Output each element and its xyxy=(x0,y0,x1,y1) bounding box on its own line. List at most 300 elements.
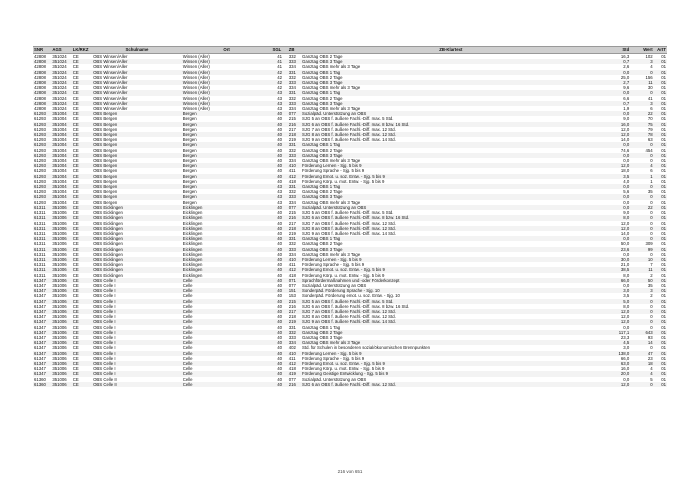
cell-ort: Bergen xyxy=(182,153,272,158)
cell-zb: 419 xyxy=(288,371,301,376)
cell-zb: 077 xyxy=(288,205,301,210)
cell-schulname: OBS Celle I xyxy=(93,314,116,320)
cell-artt: 01 xyxy=(661,168,666,174)
cell-schulname: OBS Winsen/Aller xyxy=(93,85,128,91)
cell-ort: Eicklingen xyxy=(182,257,272,262)
cell-snr: 61311 xyxy=(33,236,51,241)
col-header-zb[interactable]: ZB xyxy=(288,47,301,54)
cell-schulname: OBS Winsen/Aller xyxy=(92,90,182,95)
cell-artt: 01 xyxy=(654,184,667,189)
cell-std: 23,3 xyxy=(620,334,630,340)
cell-ags: 351004 xyxy=(51,163,71,168)
cell-schulname: OBS Celle II xyxy=(93,376,117,382)
cell-ort: Bergen xyxy=(182,116,197,122)
cell-ort: Winsen (Aller) xyxy=(182,59,272,64)
cell-zb-klartext: Ganztag OBS 2 Tage xyxy=(302,241,343,247)
cell-std: 3,5 xyxy=(601,174,631,179)
cell-sgl: 43 xyxy=(271,184,287,189)
cell-snr: 42808 xyxy=(34,95,46,101)
cell-schulname: OBS Winsen/Aller xyxy=(93,106,128,112)
cell-zb-klartext: Ganztag OBS 1 Tag xyxy=(301,184,601,189)
col-header-sgl[interactable]: SGL xyxy=(271,47,287,54)
cell-schulname: OBS Bergen xyxy=(92,142,182,147)
cell-schulname: OBS Bergen xyxy=(93,158,118,164)
col-header-std[interactable]: Std xyxy=(601,47,631,54)
cell-ags: 351024 xyxy=(51,70,71,75)
cell-snr: 61347 xyxy=(34,303,46,309)
cell-sgl: 43 xyxy=(271,194,287,199)
cell-zb-klartext: Sozialpäd. Unterstützung an OBS xyxy=(302,282,367,288)
cell-sgl: 43 xyxy=(271,90,287,95)
col-header-ags[interactable]: AGS xyxy=(51,47,71,54)
cell-sgl: 41 xyxy=(277,54,282,59)
cell-snr: 61293 xyxy=(34,168,46,174)
cell-std: 21,0 xyxy=(620,262,630,268)
cell-zb-klartext: Ganztag OBS 3 Tage xyxy=(301,194,601,199)
cell-zb: 418 xyxy=(288,366,296,372)
cell-ags: 351024 xyxy=(52,74,67,80)
cell-ags: 351006 xyxy=(52,293,67,299)
cell-std: 9,0 xyxy=(623,116,630,122)
cell-wert: 0 xyxy=(650,199,653,205)
cell-sgl: 40 xyxy=(277,251,282,257)
cell-artt: 01 xyxy=(654,70,667,75)
cell-zb: 217 xyxy=(288,126,296,132)
cell-wert: 0 xyxy=(630,382,653,387)
cell-artt: 01 xyxy=(654,226,667,231)
cell-zb-klartext: SJG 8 an OBS f. äußere Fachl.-Diff. max. 12 Std. xyxy=(301,132,601,137)
cell-zb-klartext: SJG 8 an OBS f. äußere Fachl.-Diff. max. 12 Std. xyxy=(302,314,396,320)
cell-wert: 0 xyxy=(650,230,653,236)
cell-sgl: 40 xyxy=(271,299,287,304)
cell-lk-rkz: CE xyxy=(72,54,79,59)
cell-zb-klartext: Ganztag OBS mehr als 3 Tage xyxy=(302,251,361,257)
cell-lk-rkz: CE xyxy=(72,220,79,226)
cell-ags: 351006 xyxy=(51,351,71,356)
cell-snr: 61311 xyxy=(34,262,46,268)
cell-std: 0,7 xyxy=(601,101,631,106)
cell-zb: 410 xyxy=(288,163,301,168)
cell-ort: Bergen xyxy=(182,126,197,132)
cell-ort: Winsen (Aller) xyxy=(182,74,210,80)
cell-std: 12,0 xyxy=(601,163,631,168)
cell-wert: 14 xyxy=(630,340,653,345)
cell-ort: Celle xyxy=(182,278,272,283)
cell-wert: 0 xyxy=(650,345,653,351)
cell-ort: Bergen xyxy=(182,174,272,179)
col-header-zb-klartext[interactable]: ZB-Klartext xyxy=(301,47,601,54)
table-body xyxy=(33,54,667,388)
cell-sgl: 41 xyxy=(271,59,287,64)
cell-std: 0,0 xyxy=(601,205,631,210)
cell-schulname: OBS Winsen/Aller xyxy=(93,95,128,101)
cell-lk-rkz: CE xyxy=(72,340,92,345)
cell-wert: 10 xyxy=(630,257,653,262)
cell-ort: Celle xyxy=(182,330,272,335)
cell-artt: 01 xyxy=(654,309,667,314)
cell-wert: 0 xyxy=(630,309,653,314)
cell-schulname: OBS Celle I xyxy=(93,355,116,361)
cell-lk-rkz: CE xyxy=(72,59,92,64)
cell-zb-klartext: SJG 9 an OBS f. äußere Fachl.-Diff. max. 14 Std. xyxy=(301,319,601,324)
cell-zb: 334 xyxy=(288,251,296,257)
cell-ort: Celle xyxy=(182,376,193,382)
cell-snr: 61311 xyxy=(34,272,46,278)
cell-sgl: 40 xyxy=(277,230,282,236)
cell-ort: Winsen (Aller) xyxy=(182,80,272,85)
cell-wert: 22 xyxy=(630,205,653,210)
cell-ags: 351006 xyxy=(51,371,71,376)
cell-zb-klartext: SJG 6 an OBS f. äußere Fachl.-Diff. max. 8 bzw. 16 Std. xyxy=(301,215,601,220)
cell-std: 0,0 xyxy=(623,251,630,257)
cell-zb: 331 xyxy=(288,324,296,330)
cell-zb-klartext: Ganztag OBS mehr als 3 Tage xyxy=(302,85,361,91)
cell-lk-rkz: CE xyxy=(72,85,79,91)
cell-zb: 418 xyxy=(288,272,296,278)
cell-zb-klartext: Förderung Lernen - Sjg. 5 bis 9 xyxy=(301,257,601,262)
cell-zb: 411 xyxy=(288,168,296,174)
cell-wert: 102 xyxy=(645,54,653,59)
cell-ags: 351004 xyxy=(51,132,71,137)
cell-ort: Celle xyxy=(182,319,272,324)
cell-ags: 351006 xyxy=(52,366,67,372)
cell-wert: 4 xyxy=(630,163,653,168)
cell-sgl: 40 xyxy=(271,111,287,116)
cell-wert: 3 xyxy=(630,59,653,64)
cell-snr: 61293 xyxy=(34,178,46,184)
cell-std: 18,0 xyxy=(620,168,630,174)
cell-snr: 61293 xyxy=(33,122,51,127)
cell-sgl: 40 xyxy=(277,147,282,153)
cell-schulname: OBS Eicklingen xyxy=(92,257,182,262)
cell-std: 14,0 xyxy=(620,230,630,236)
cell-lk-rkz: CE xyxy=(72,122,92,127)
cell-artt: 01 xyxy=(654,371,667,376)
cell-std: 0,0 xyxy=(623,324,630,330)
cell-ags: 351006 xyxy=(52,334,67,340)
cell-sgl: 40 xyxy=(271,226,287,231)
cell-wert: 5 xyxy=(650,376,653,382)
cell-zb: 412 xyxy=(288,267,301,272)
cell-std: 50,0 xyxy=(620,241,630,247)
col-header-schulname[interactable]: Schulname xyxy=(92,47,182,54)
cell-lk-rkz: CE xyxy=(72,288,92,293)
cell-sgl: 40 xyxy=(277,324,282,330)
cell-artt: 01 xyxy=(654,247,667,252)
cell-sgl: 40 xyxy=(277,355,282,361)
cell-ort: Eicklingen xyxy=(182,220,203,226)
cell-std: 63,0 xyxy=(601,361,631,366)
cell-std: 38,5 xyxy=(601,267,631,272)
cell-zb-klartext: SJG 9 an OBS f. äußere Fachl.-Diff. max. 14 Std. xyxy=(302,230,396,236)
cell-artt: 01 xyxy=(654,319,667,324)
cell-zb: 412 xyxy=(288,174,301,179)
cell-lk-rkz: CE xyxy=(72,303,79,309)
cell-lk-rkz: CE xyxy=(72,168,79,174)
cell-zb: 217 xyxy=(288,309,301,314)
cell-sgl: 40 xyxy=(277,272,282,278)
col-header-snr[interactable]: SNR xyxy=(33,47,51,54)
cell-schulname: OBS Bergen xyxy=(92,122,182,127)
table-row[interactable] xyxy=(33,382,667,387)
cell-snr: 61293 xyxy=(33,184,51,189)
cell-schulname: OBS Celle I xyxy=(92,319,182,324)
col-header-lk-rkz[interactable]: LK/RKZ xyxy=(72,47,92,54)
cell-ort: Celle xyxy=(182,324,193,330)
cell-ags: 351006 xyxy=(51,267,71,272)
cell-schulname: OBS Celle I xyxy=(93,345,116,351)
cell-snr: 42808 xyxy=(33,59,51,64)
cell-lk-rkz: CE xyxy=(72,345,79,351)
cell-std: 0,0 xyxy=(623,158,630,164)
cell-zb-klartext: Förderung Körp. u. mot. Entw. - Sjg. 5 bis 9 xyxy=(302,366,385,372)
cell-ort: Eicklingen xyxy=(182,262,203,268)
cell-sgl: 40 xyxy=(271,215,287,220)
cell-std: 0,0 xyxy=(601,236,631,241)
cell-snr: 61347 xyxy=(33,351,51,356)
cell-artt: 01 xyxy=(661,334,666,340)
cell-zb-klartext: Ganztag OBS 3 Tage xyxy=(301,247,601,252)
cell-artt: 01 xyxy=(654,340,667,345)
cell-wert: 0 xyxy=(630,184,653,189)
cell-artt: 01 xyxy=(654,111,667,116)
cell-lk-rkz: CE xyxy=(72,282,79,288)
cell-schulname: OBS Winsen/Aller xyxy=(92,101,182,106)
cell-snr: 61293 xyxy=(33,174,51,179)
cell-zb: 077 xyxy=(288,376,296,382)
col-header-ort[interactable]: Ort xyxy=(182,47,272,54)
cell-ort: Celle xyxy=(182,303,193,309)
cell-wert: 35 xyxy=(647,189,653,195)
cell-std: 6,6 xyxy=(623,95,630,101)
cell-ort: Celle xyxy=(182,366,193,372)
cell-lk-rkz: CE xyxy=(72,189,79,195)
cell-sgl: 40 xyxy=(277,126,282,132)
cell-sgl: 40 xyxy=(277,116,282,122)
cell-zb-klartext: Förderung Körp. u. mot. Entw. - Sjg. 5 bis 9 xyxy=(302,178,385,184)
cell-artt: 01 xyxy=(661,272,666,278)
cell-snr: 61347 xyxy=(34,334,46,340)
cell-wert: 63 xyxy=(647,137,653,143)
cell-wert: 0 xyxy=(630,153,653,158)
cell-schulname: OBS Celle I xyxy=(92,361,182,366)
cell-ags: 351006 xyxy=(52,282,67,288)
cell-std: 0,0 xyxy=(601,194,631,199)
cell-wert: 23 xyxy=(647,355,653,361)
cell-schulname: OBS Winsen/Aller xyxy=(93,64,128,70)
cell-sgl: 40 xyxy=(277,293,282,299)
cell-zb: 333 xyxy=(288,59,301,64)
cell-wert: 0 xyxy=(630,319,653,324)
cell-zb: 216 xyxy=(288,303,296,309)
cell-zb-klartext: Ganztag OBS mehr als 3 Tage xyxy=(302,64,361,70)
cell-zb: 332 xyxy=(288,330,301,335)
cell-ort: Eicklingen xyxy=(182,267,272,272)
cell-ags: 351004 xyxy=(52,199,67,205)
cell-ort: Eicklingen xyxy=(182,210,203,216)
cell-lk-rkz: CE xyxy=(72,351,92,356)
cell-std: 66,0 xyxy=(620,355,630,361)
cell-lk-rkz: CE xyxy=(72,230,79,236)
cell-schulname: OBS Bergen xyxy=(93,189,118,195)
cell-ort: Bergen xyxy=(182,132,272,137)
cell-snr: 61360 xyxy=(34,376,46,382)
cell-wert: 156 xyxy=(645,74,653,80)
cell-zb-klartext: Förderung Emot. u. soz. Entw. - Sjg. 5 bis 9 xyxy=(301,361,601,366)
cell-ort: Eicklingen xyxy=(182,251,203,257)
cell-artt: 01 xyxy=(654,194,667,199)
cell-sgl: 40 xyxy=(271,351,287,356)
cell-snr: 61347 xyxy=(34,314,46,320)
cell-artt: 01 xyxy=(661,116,666,122)
cell-schulname: OBS Celle I xyxy=(93,282,116,288)
cell-zb-klartext: Sonderpäd. Förderung emot. u. soz. Entw. - Sjg. 10 xyxy=(302,293,400,299)
cell-artt: 01 xyxy=(661,366,666,372)
cell-artt: 01 xyxy=(654,163,667,168)
cell-ags: 351006 xyxy=(52,230,67,236)
cell-lk-rkz: CE xyxy=(72,70,92,75)
cell-artt: 01 xyxy=(661,282,666,288)
cell-ags: 351024 xyxy=(51,90,71,95)
cell-ort: Bergen xyxy=(182,199,197,205)
cell-ags: 351004 xyxy=(52,137,67,143)
cell-wert: 79 xyxy=(647,126,653,132)
cell-zb: 332 xyxy=(288,74,296,80)
cell-lk-rkz: CE xyxy=(72,262,79,268)
cell-lk-rkz: CE xyxy=(72,314,79,320)
cell-lk-rkz: CE xyxy=(72,116,79,122)
cell-schulname: OBS Eicklingen xyxy=(93,262,123,268)
cell-std: 2,7 xyxy=(601,80,631,85)
cell-std: 0,7 xyxy=(601,59,631,64)
cell-sgl: 43 xyxy=(277,106,282,112)
cell-ags: 351006 xyxy=(51,278,71,283)
cell-wert: 0 xyxy=(630,194,653,199)
cell-zb: 219 xyxy=(288,137,296,143)
cell-schulname: OBS Celle I xyxy=(93,366,116,372)
cell-wert: 70 xyxy=(647,116,653,122)
cell-zb-klartext: Ganztag OBS 3 Tage xyxy=(301,59,601,64)
cell-lk-rkz: CE xyxy=(72,334,79,340)
cell-artt: 01 xyxy=(661,210,666,216)
cell-sgl: 43 xyxy=(277,199,282,205)
cell-lk-rkz: CE xyxy=(72,309,92,314)
cell-artt: 01 xyxy=(654,205,667,210)
cell-ags: 351004 xyxy=(51,194,71,199)
cell-snr: 61293 xyxy=(34,158,46,164)
cell-lk-rkz: CE xyxy=(72,376,79,382)
col-header-artt[interactable]: ArtT xyxy=(654,47,667,54)
cell-ort: Eicklingen xyxy=(182,241,203,247)
cell-artt: 01 xyxy=(654,174,667,179)
cell-snr: 61293 xyxy=(33,194,51,199)
cell-lk-rkz: CE xyxy=(72,178,79,184)
data-table-container xyxy=(33,46,667,387)
cell-std: 74,6 xyxy=(620,147,630,153)
cell-ort: Bergen xyxy=(182,184,272,189)
cell-artt: 01 xyxy=(654,153,667,158)
cell-schulname: OBS Eicklingen xyxy=(92,267,182,272)
cell-zb: 219 xyxy=(288,319,301,324)
cell-snr: 42808 xyxy=(33,70,51,75)
cell-wert: 30 xyxy=(647,85,653,91)
cell-zb: 217 xyxy=(288,220,296,226)
cell-zb-klartext: SJG 5 an OBS f. äußere Fachl.-Diff. max. 5 Std. xyxy=(302,210,394,216)
cell-zb: 332 xyxy=(288,95,296,101)
cell-ags: 351004 xyxy=(52,158,67,164)
cell-wert: 0 xyxy=(630,299,653,304)
cell-artt: 01 xyxy=(661,199,666,205)
cell-ags: 351004 xyxy=(52,168,67,174)
cell-ort: Eicklingen xyxy=(182,215,272,220)
cell-wert: 0 xyxy=(630,70,653,75)
cell-zb: 333 xyxy=(288,334,296,340)
cell-schulname: OBS Eicklingen xyxy=(93,230,123,236)
cell-sgl: 40 xyxy=(271,361,287,366)
cell-ags: 351006 xyxy=(52,345,67,351)
cell-artt: 01 xyxy=(661,324,666,330)
cell-ags: 351006 xyxy=(51,226,71,231)
cell-std: 14,0 xyxy=(620,137,630,143)
cell-zb: 218 xyxy=(288,314,296,320)
cell-std: 12,0 xyxy=(601,226,631,231)
cell-lk-rkz: CE xyxy=(72,126,79,132)
cell-schulname: OBS Celle I xyxy=(92,340,182,345)
cell-ort: Eicklingen xyxy=(182,230,203,236)
cell-schulname: OBS Eicklingen xyxy=(93,210,123,216)
cell-artt: 01 xyxy=(654,288,667,293)
cell-schulname: OBS Celle I xyxy=(92,299,182,304)
cell-sgl: 40 xyxy=(271,340,287,345)
cell-sgl: 40 xyxy=(277,168,282,174)
cell-artt: 01 xyxy=(661,95,666,101)
cell-wert: 50 xyxy=(630,278,653,283)
cell-ort: Celle xyxy=(182,299,272,304)
cell-zb: 411 xyxy=(288,355,296,361)
cell-ort: Bergen xyxy=(182,147,197,153)
data-table xyxy=(33,46,667,387)
cell-artt: 01 xyxy=(661,262,666,268)
cell-lk-rkz: CE xyxy=(72,163,92,168)
cell-zb-klartext: Ganztag OBS mehr als 3 Tage xyxy=(302,106,361,112)
cell-std: 8,0 xyxy=(601,215,631,220)
cell-lk-rkz: CE xyxy=(72,278,92,283)
cell-ort: Bergen xyxy=(182,189,197,195)
cell-ort: Winsen (Aller) xyxy=(182,90,272,95)
cell-ags: 351024 xyxy=(52,85,67,91)
col-header-wert[interactable]: Wert xyxy=(630,47,653,54)
cell-std: 23,6 xyxy=(601,247,631,252)
cell-zb: 333 xyxy=(288,247,301,252)
cell-lk-rkz: CE xyxy=(72,361,92,366)
cell-zb: 331 xyxy=(288,90,301,95)
cell-schulname: OBS Eicklingen xyxy=(93,251,123,257)
cell-schulname: OBS Bergen xyxy=(93,137,118,143)
cell-std: 16,0 xyxy=(620,366,630,372)
cell-std: 12,0 xyxy=(601,309,631,314)
cell-std: 0,0 xyxy=(623,376,630,382)
cell-sgl: 40 xyxy=(271,319,287,324)
cell-lk-rkz: CE xyxy=(72,199,79,205)
cell-wert: 11 xyxy=(630,80,653,85)
cell-ort: Bergen xyxy=(182,158,197,164)
cell-ags: 351024 xyxy=(52,64,67,70)
cell-ort: Celle xyxy=(182,282,193,288)
cell-zb-klartext: Ganztag OBS 2 Tage xyxy=(302,74,343,80)
cell-sgl: 40 xyxy=(271,257,287,262)
cell-zb: 332 xyxy=(288,54,296,59)
cell-artt: 01 xyxy=(661,85,666,91)
